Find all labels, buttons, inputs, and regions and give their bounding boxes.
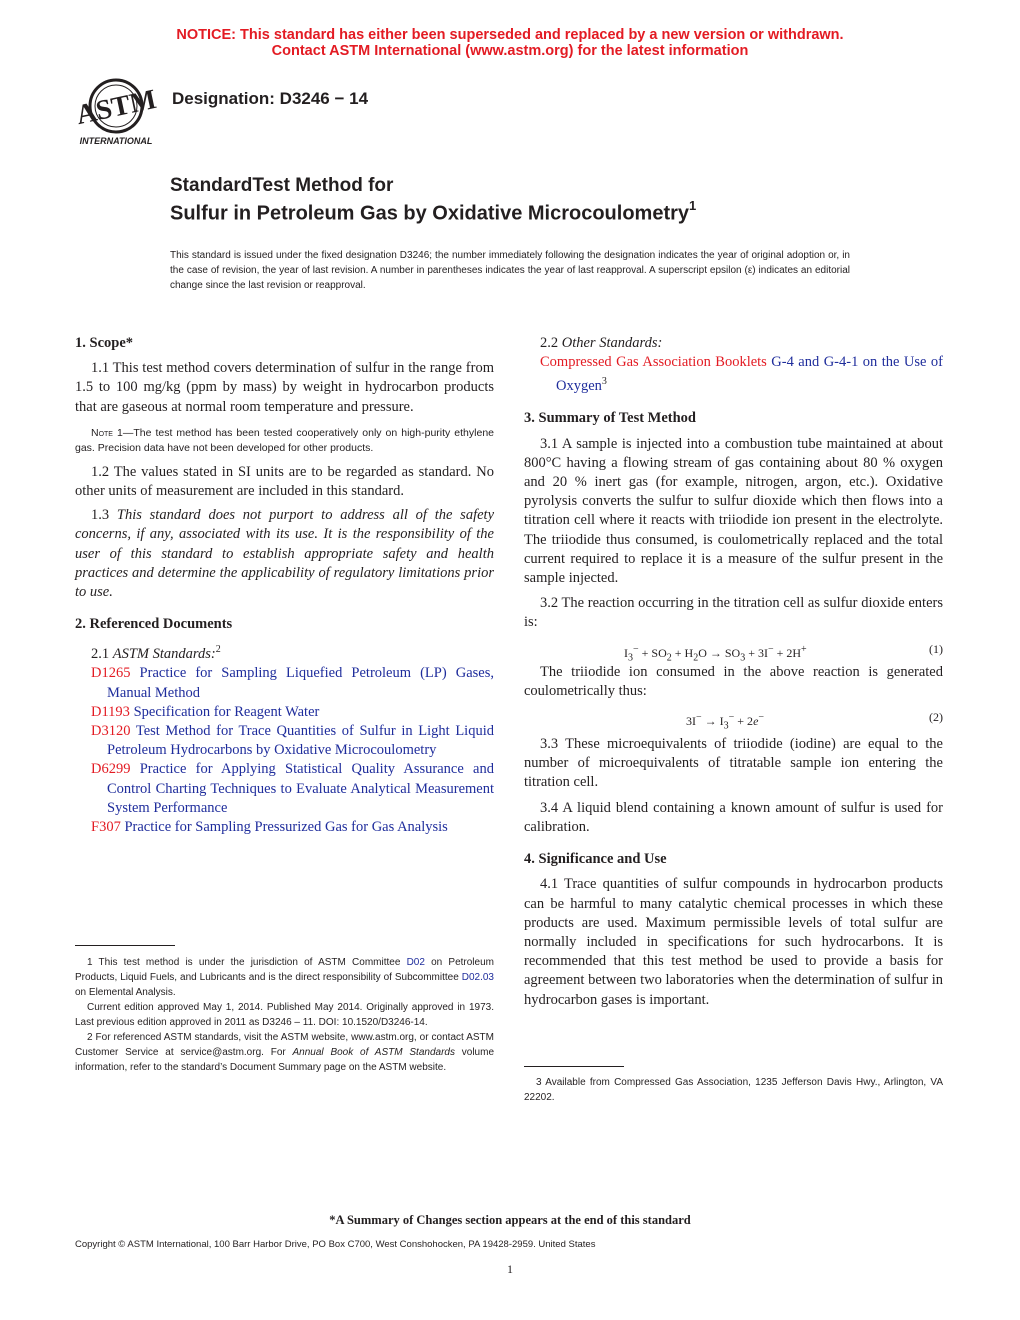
cga-booklets-link[interactable]: Compressed Gas Association Booklets [540,354,772,371]
sub1-text: ASTM Standards: [112,646,216,663]
title-line-2 [170,200,696,226]
astm-logo [70,76,162,148]
right-column [524,334,943,1010]
note-label: Note [91,426,113,439]
summary-3-1: 3.1 A sample is injected into a combustion tube maintained at about 800°C having a flowing stream of gas containing about 80 % oxygen and 20 % inert gas (for example, nitrogen, argon, etc.). Oxidative pyrolysis converts the sulfur to sulfur dioxide which then flows into a titration cell where it reacts with triiodide ion present in the electrolyte. The triiodide thus consumed, is coulometrically replaced and the total current required to replace it is a measure of the sulfur present in the sample injected. [524,435,943,587]
reference-code[interactable]: D6299 [91,761,131,778]
footnote-1 [75,955,494,1000]
copyright-line: Copyright © ASTM International, 100 Barr Harbor Drive, PO Box C700, West Conshohocken, PA 19428-2959. United States [75,1239,596,1250]
notice-line-2: Contact ASTM International (www.astm.org) for the latest information [271,43,749,59]
significance-heading: 4. Significance and Use [524,851,667,868]
cga-g4-link[interactable]: G-4 and G-4-1 on the Use of Oxygen [556,354,943,395]
svg-text:ASTM: ASTM [73,83,160,132]
scope-1-3-text: This standard does not purport to address all of the safety concerns, if any, associated with its use. It is the responsibility of the user of this standard to establish appropriate safety and health practices and determine the applicability of regulatory limitations prior to use. [75,507,495,601]
fn1-part-c: on Elemental Analysis. [75,987,176,998]
note-text: 1—The test method has been tested cooperatively only on high-purity ethylene gas. Precision data have not been developed for other products. [75,426,494,454]
summary-of-changes-note: *A Summary of Changes section appears at the end of this standard [329,1213,691,1227]
referenced-heading: 2. Referenced Documents [75,616,233,633]
equation-1 [524,633,943,663]
fn2-italic: Annual Book of ASTM Standards [292,1047,455,1058]
reference-title[interactable]: Practice for Applying Statistical Quality Assurance and Control Charting Techniques to Evaluate Analytical Measurement System Performance [107,761,494,816]
fn1-link-d02[interactable]: D02 [406,957,425,968]
equation-1-number: (1) [929,641,943,656]
scope-note-1 [75,426,494,456]
notice-line-1: NOTICE: This standard has either been superseded and replaced by a new version or withdrawn. [176,27,844,43]
equation-1-body: $I_3^- + SO_2 + H_2O \to SO_3 + 3I^- + 2H^+$ [624,643,807,664]
footnote-rule-right [524,1066,624,1067]
designation: Designation: D3246 − 14 [172,89,369,108]
scope-1-3 [75,506,494,602]
reference-code[interactable]: D1265 [91,665,131,682]
fn2-part-a: 2 For referenced ASTM standards, visit the ASTM website, www.astm.org, or contact ASTM Customer Service at service@astm.org. For [75,1032,494,1058]
other-standard-item[interactable] [524,353,943,396]
summary-3-3: 3.3 These microequivalents of triiodide (iodine) are equal to the number of microequivalents of titratable sample ion entering the titration cell. [524,736,943,791]
reference-code[interactable]: F307 [91,819,121,836]
intro-paragraph: This standard is issued under the fixed designation D3246; the number immediately following the designation indicates the year of original adoption or, in the case of revision, the year of last revision. A number in parentheses indicates the year of last reapproval. A superscript epsilon (ε) indicates an editorial change since the last revision or reapproval. [170,250,850,291]
reference-title[interactable]: Specification for Reagent Water [129,703,320,720]
reference-list [75,664,494,837]
reference-title[interactable]: Practice for Sampling Pressurized Gas for Gas Analysis [120,819,448,836]
astm-standards-label [75,640,494,664]
title-line-1: StandardTest Method for [170,175,394,196]
reference-item[interactable] [91,703,494,722]
scope-1-3-num: 1.3 [91,507,117,524]
reference-title[interactable]: Test Method for Trace Quantities of Sulfur in Light Liquid Petroleum Hydrocarbons by Oxidative Microcoulometry [107,723,494,759]
sub1-num: 2.1 [91,646,113,663]
right-footnotes [524,1075,943,1105]
title-footnote-mark: 1 [689,198,697,213]
fn2-part-b: volume information, refer to the standard’s Document Summary page on the ASTM website. [75,1047,494,1073]
reference-item[interactable] [91,722,494,760]
summary-3-2: 3.2 The reaction occurring in the titration cell as sulfur dioxide enters is: [524,595,943,631]
footnote-1-edition: Current edition approved May 1, 2014. Published May 2014. Originally approved in 1973. Last previous edition approved in 2011 as D3246 – 11. DOI: 10.1520/D3246-14. [75,1002,494,1028]
scope-1-2: 1.2 The values stated in SI units are to be regarded as standard. No other units of measurement are included in this standard. [75,463,494,500]
sub2-text: Other Standards: [561,335,663,351]
equation-2 [524,701,943,731]
left-footnotes [75,955,494,1075]
sub1-sup: 2 [215,644,221,656]
left-column [75,334,494,837]
fn1-part-b: on Petroleum Products, Liquid Fuels, and Lubricants and is the direct responsibility of Subcommittee [75,957,494,983]
scope-heading: 1. Scope* [75,335,133,351]
page-number: 1 [507,1262,513,1276]
footnote-rule-left [75,945,175,946]
equation-2-number: (2) [929,710,943,725]
fn1-part-a: 1 This test method is under the jurisdiction of ASTM Committee [87,957,407,968]
summary-3-4: 3.4 A liquid blend containing a known amount of sulfur is used for calibration. [524,799,943,835]
footnote-2 [75,1030,494,1075]
withdrawal-notice [0,27,1020,59]
scope-1-1: 1.1 This test method covers determination of sulfur in the range from 1.5 to 100 mg/kg (ppm by mass) by weight in hydrocarbon products that are gaseous at normal room temperature and pressure. [75,360,494,415]
fn1-link-d0203[interactable]: D02.03 [461,972,494,983]
summary-generated: The triiodide ion consumed in the above reaction is generated coulometrically thus: [524,663,943,699]
reference-code[interactable]: D3120 [91,723,131,740]
svg-text:INTERNATIONAL: INTERNATIONAL [79,136,153,146]
other-standards-label [524,334,943,353]
summary-heading: 3. Summary of Test Method [524,410,696,427]
reference-title[interactable]: Practice for Sampling Liquefied Petroleum (LP) Gases, Manual Method [107,665,494,701]
significance-4-1: 4.1 Trace quantities of sulfur compounds in hydrocarbon products can be harmful to many catalytic chemical processes in which these products are used. Maximum permissible levels of total sulfur are normally included in specifications for such hydrocarbons. It is recommended that this test method be used to provide a basis for agreement between two laboratories when the determination of sulfur in hydrocarbon gases is important. [524,876,943,1008]
sub2-num: 2.2 [540,335,562,351]
reference-code[interactable]: D1193 [91,703,130,720]
equation-2-body: $3I^- \to I_3^- + 2e^-$ [686,712,765,732]
footnote-3: 3 Available from Compressed Gas Association, 1235 Jefferson Davis Hwy., Arlington, VA 22202. [524,1077,943,1103]
reference-item[interactable] [91,760,494,818]
title-text: Sulfur in Petroleum Gas by Oxidative Microcoulometry [170,202,690,225]
reference-item[interactable] [91,664,494,702]
reference-item[interactable] [91,818,494,837]
other-sup: 3 [601,376,607,388]
